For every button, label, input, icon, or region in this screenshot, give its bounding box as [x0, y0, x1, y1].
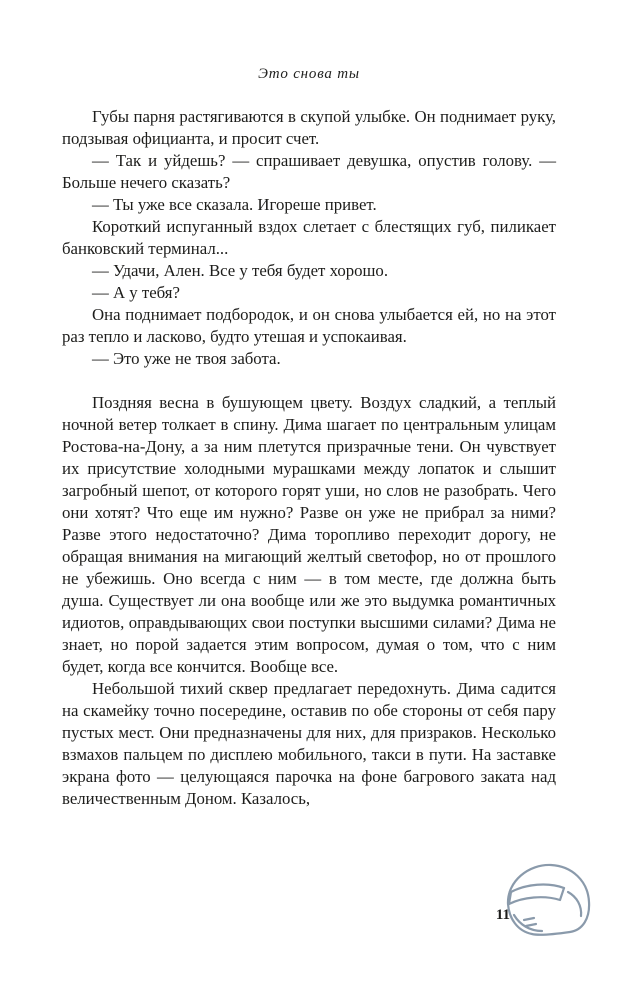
motorcycle-helmet-drawing: [504, 860, 596, 942]
paragraph: Она поднимает подбородок, и он снова улыбается ей, но на этот раз тепло и ласково, будто утешая и успокаивая.: [62, 305, 556, 346]
paragraph: Короткий испуганный вздох слетает с блестящих губ, пиликает банковский терминал...: [62, 217, 556, 258]
paragraph: — Ты уже все сказала. Игореше привет.: [92, 195, 377, 214]
running-header: Это снова ты: [258, 66, 360, 82]
paragraph: — А у тебя?: [92, 283, 180, 302]
paragraph: Небольшой тихий сквер предлагает передохнуть. Дима садится на скамейку точно посередине, оставив по обе стороны от себя пару пустых мест. Они предназначены для них, для призраков. Несколько взмахов пальцем по дисплею мобильного, такси в пути. На заставке экрана фото — целующаяся парочка на фоне багрового заката над величественным Доном. Казалось,: [62, 679, 556, 808]
motorcycle-helmet-icon: [504, 860, 596, 942]
paragraph: — Так и уйдешь? — спрашивает девушка, опустив голову. — Больше нечего сказать?: [62, 151, 556, 192]
page-body: [62, 106, 556, 810]
paragraph: — Это уже не твоя забота.: [92, 349, 281, 368]
page-number: 11: [495, 907, 510, 923]
paragraph: Поздняя весна в бушующем цвету. Воздух сладкий, а теплый ночной ветер толкает в спину. Дима шагает по центральным улицам Ростова-на-Дону, а за ним плетутся призрачные тени. Он чувствует их присутствие холодными мурашками между лопаток и слышит загробный шепот, от которого горят уши, но слов не разобрать. Чего они хотят? Что еще им нужно? Разве он уже не прибрал за ними? Разве этого недостаточно? Дима торопливо переходит дорогу, не обращая внимания на мигающий желтый светофор, но от прошлого не убежишь. Оно всегда с ним — в том месте, где должна быть душа. Существует ли она вообще или же это выдумка романтичных идиотов, оправдывающих свои поступки высшими силами? Дима не знает, но порой задается этим вопросом, думая о том, что с ним будет, когда все кончится. Вообще все.: [62, 393, 556, 676]
narrative-section: [62, 392, 556, 810]
paragraph: Губы парня растягиваются в скупой улыбке. Он поднимает руку, подзывая официанта, и просит счет.: [62, 107, 556, 148]
dialogue-section: [62, 106, 556, 370]
paragraph: — Удачи, Ален. Все у тебя будет хорошо.: [92, 261, 389, 280]
